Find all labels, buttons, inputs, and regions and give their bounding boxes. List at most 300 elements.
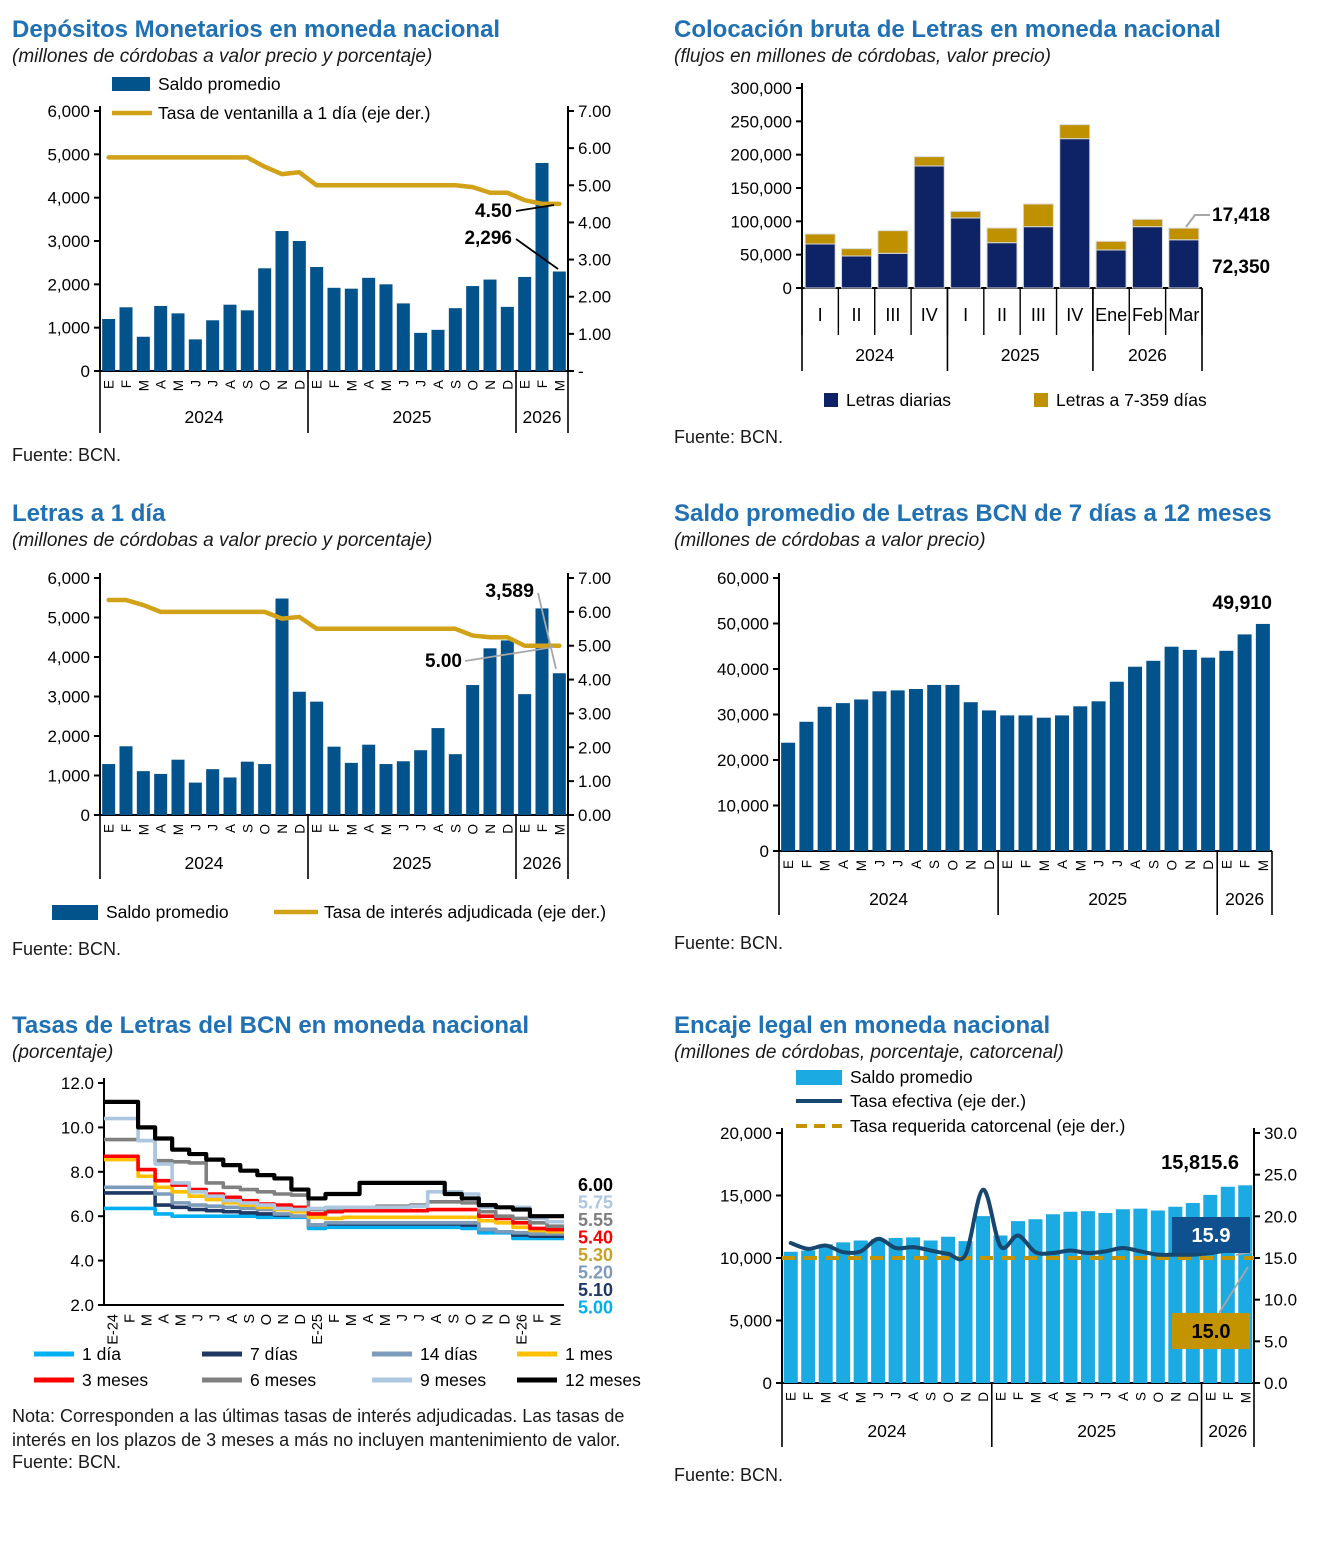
chart-subtitle-tasas: (porcentaje) [12, 1041, 114, 1063]
svg-text:12.0: 12.0 [60, 1074, 94, 1094]
svg-text:J: J [890, 860, 906, 868]
svg-text:2026: 2026 [1127, 345, 1167, 366]
svg-text:Saldo promedio: Saldo promedio [158, 74, 281, 95]
svg-text:M: M [379, 380, 394, 392]
svg-text:3,000: 3,000 [47, 232, 90, 252]
svg-text:D: D [976, 1392, 992, 1403]
svg-text:J: J [188, 824, 204, 832]
svg-text:5.75: 5.75 [578, 1192, 614, 1213]
svg-text:1 día: 1 día [82, 1344, 121, 1365]
svg-text:J: J [207, 1314, 224, 1322]
month-labels [106, 1314, 565, 1345]
svg-text:1.00: 1.00 [578, 772, 612, 792]
saldo-letras-chart [674, 557, 1314, 929]
svg-text:F: F [122, 1314, 139, 1324]
source-letras1d: Fuente: BCN. [12, 939, 122, 960]
svg-text:Tasa efectiva (eje der.): Tasa efectiva (eje der.) [850, 1091, 1027, 1112]
svg-text:3.00: 3.00 [578, 704, 612, 724]
svg-text:F: F [1011, 1392, 1026, 1401]
svg-text:1 mes: 1 mes [565, 1344, 613, 1365]
svg-text:5.00: 5.00 [578, 176, 612, 196]
svg-text:12 meses: 12 meses [565, 1370, 641, 1391]
svg-text:15.0: 15.0 [1191, 1321, 1231, 1344]
series-saldo-promedio [781, 624, 1270, 851]
svg-text:A: A [224, 1314, 241, 1325]
svg-text:IV: IV [920, 305, 938, 326]
svg-text:2,000: 2,000 [47, 275, 90, 295]
svg-text:A: A [429, 1314, 446, 1325]
svg-text:O: O [257, 824, 273, 835]
svg-text:15,000: 15,000 [720, 1186, 772, 1206]
svg-text:4.00: 4.00 [578, 671, 612, 691]
svg-text:17,418: 17,418 [1212, 205, 1271, 227]
svg-text:0: 0 [759, 842, 769, 862]
svg-text:O: O [465, 380, 481, 391]
svg-text:0.00: 0.00 [578, 806, 612, 826]
svg-text:M: M [548, 1314, 565, 1327]
svg-text:J: J [396, 824, 412, 832]
svg-text:F: F [1018, 860, 1034, 869]
svg-text:N: N [275, 1314, 292, 1325]
svg-text:4,000: 4,000 [47, 648, 90, 668]
svg-text:A: A [1055, 860, 1071, 870]
svg-text:IV: IV [1066, 305, 1084, 326]
svg-text:S: S [1133, 1392, 1149, 1402]
svg-text:1.00: 1.00 [578, 325, 612, 345]
svg-text:6.00: 6.00 [578, 603, 612, 623]
svg-text:Saldo promedio: Saldo promedio [850, 1069, 973, 1088]
svg-text:A: A [223, 824, 238, 834]
left-axis [47, 569, 100, 825]
svg-text:7.00: 7.00 [578, 569, 612, 589]
svg-text:M: M [379, 824, 394, 836]
svg-text:250,000: 250,000 [730, 112, 792, 132]
chart-subtitle-letras1d: (millones de córdobas a valor precio y porcentaje) [12, 529, 433, 551]
svg-text:60,000: 60,000 [717, 569, 769, 589]
svg-text:5.30: 5.30 [578, 1245, 614, 1266]
chart-title-encaje: Encaje legal en moneda nacional [674, 1012, 1051, 1039]
svg-text:II: II [851, 305, 862, 326]
legend [824, 390, 1207, 410]
svg-text:5.55: 5.55 [578, 1210, 614, 1231]
letras-1-dia-chart [12, 557, 652, 935]
svg-text:I: I [963, 305, 969, 326]
svg-text:6 meses: 6 meses [250, 1370, 317, 1391]
depositos-chart [12, 73, 652, 441]
svg-text:M: M [1036, 860, 1052, 872]
svg-text:0: 0 [762, 1374, 772, 1394]
svg-text:N: N [958, 1392, 974, 1403]
svg-text:S: S [923, 1392, 939, 1402]
svg-text:D: D [1185, 1392, 1201, 1403]
svg-text:J: J [1080, 1392, 1096, 1400]
svg-text:N: N [483, 824, 498, 835]
svg-text:A: A [361, 1314, 378, 1325]
svg-text:2.00: 2.00 [578, 738, 612, 758]
svg-text:D: D [500, 824, 516, 835]
svg-text:5,000: 5,000 [47, 608, 90, 628]
svg-text:J: J [413, 824, 429, 832]
year-labels [802, 288, 1202, 371]
svg-text:2024: 2024 [869, 889, 909, 910]
svg-text:6.00: 6.00 [578, 1175, 614, 1196]
svg-text:M: M [1255, 860, 1271, 872]
svg-text:4.50: 4.50 [475, 201, 512, 223]
svg-text:5.0: 5.0 [1264, 1332, 1288, 1352]
svg-text:N: N [963, 860, 979, 871]
svg-text:J: J [188, 380, 204, 388]
chart-subtitle-depositos: (millones de córdobas a valor precio y porcentaje) [12, 45, 433, 67]
legend [112, 74, 430, 123]
svg-text:M: M [552, 824, 568, 836]
svg-text:10,000: 10,000 [720, 1249, 772, 1269]
panel-saldo-letras-7d-12m [674, 500, 1318, 954]
svg-text:J: J [205, 380, 221, 388]
svg-text:M: M [1073, 860, 1089, 872]
svg-text:2025: 2025 [1088, 889, 1128, 910]
svg-text:M: M [136, 380, 152, 392]
svg-text:4,000: 4,000 [47, 189, 90, 209]
chart-title-letras1d: Letras a 1 día [12, 500, 166, 527]
svg-text:15.0: 15.0 [1264, 1249, 1298, 1269]
svg-text:E-26: E-26 [514, 1314, 531, 1346]
svg-text:I: I [817, 305, 823, 326]
svg-text:E: E [1219, 860, 1235, 870]
panel-letras-1-dia [12, 500, 656, 960]
svg-text:M: M [139, 1314, 156, 1327]
svg-text:6,000: 6,000 [47, 569, 90, 589]
svg-text:A: A [431, 380, 446, 390]
series-letras-diarias [805, 139, 1199, 288]
svg-text:2024: 2024 [184, 853, 224, 874]
svg-text:A: A [361, 824, 377, 834]
source-depositos: Fuente: BCN. [12, 445, 122, 466]
svg-text:M: M [854, 860, 870, 872]
svg-text:M: M [1063, 1392, 1079, 1404]
svg-text:0: 0 [782, 279, 792, 299]
svg-text:N: N [275, 824, 290, 835]
svg-text:14 días: 14 días [420, 1344, 478, 1365]
svg-text:N: N [1182, 860, 1198, 871]
svg-text:5.00: 5.00 [578, 637, 612, 657]
chart-title-saldo7d12m: Saldo promedio de Letras BCN de 7 días a 12 meses [674, 500, 1272, 527]
svg-text:-: - [578, 362, 584, 382]
svg-text:7.00: 7.00 [578, 102, 612, 122]
svg-text:O: O [1150, 1392, 1166, 1403]
category-row [802, 288, 1202, 335]
svg-text:M: M [173, 1314, 190, 1327]
svg-text:15,815.6: 15,815.6 [1161, 1152, 1239, 1175]
svg-text:J: J [871, 1392, 887, 1400]
svg-text:N: N [483, 380, 498, 391]
source-tasas: Fuente: BCN. [12, 1452, 122, 1473]
svg-text:40,000: 40,000 [717, 660, 769, 680]
chart-subtitle-saldo7d12m: (millones de córdobas a valor precio) [674, 529, 986, 551]
svg-text:J: J [872, 860, 888, 868]
svg-text:30,000: 30,000 [717, 705, 769, 725]
svg-text:2.0: 2.0 [70, 1296, 94, 1316]
svg-text:S: S [446, 1314, 463, 1325]
svg-text:J: J [1098, 1392, 1114, 1400]
svg-text:A: A [361, 380, 377, 390]
note-tasas: Nota: Corresponden a las últimas tasas de interés adjudicadas. Las tasas de interés en los plazos de 3 meses a más no incluyen mantenimiento de valor. [12, 1406, 625, 1450]
svg-text:J: J [190, 1314, 207, 1322]
panel-depositos-monetarios [12, 16, 656, 466]
svg-text:2025: 2025 [1077, 1421, 1117, 1442]
month-labels [781, 860, 1271, 872]
source-colocacion: Fuente: BCN. [674, 427, 784, 448]
svg-text:2026: 2026 [522, 407, 562, 428]
svg-text:20.0: 20.0 [1264, 1207, 1298, 1227]
svg-text:N: N [275, 380, 290, 391]
tasas-letras-chart [12, 1069, 652, 1399]
svg-text:Feb: Feb [1131, 305, 1163, 326]
svg-text:M: M [344, 380, 360, 392]
svg-text:6.0: 6.0 [70, 1207, 94, 1227]
svg-text:5.20: 5.20 [578, 1262, 614, 1283]
svg-text:E: E [993, 1392, 1009, 1402]
svg-text:5.40: 5.40 [578, 1227, 614, 1248]
svg-text:D: D [292, 380, 308, 391]
svg-text:15.9: 15.9 [1191, 1225, 1231, 1248]
colocacion-chart [674, 73, 1314, 423]
svg-text:A: A [156, 1314, 173, 1325]
svg-text:S: S [448, 380, 464, 390]
svg-text:10,000: 10,000 [717, 796, 769, 816]
svg-text:M: M [171, 824, 186, 836]
svg-text:M: M [818, 1392, 834, 1404]
svg-text:S: S [448, 824, 464, 834]
svg-text:J: J [1091, 860, 1107, 868]
svg-text:A: A [1115, 1392, 1131, 1402]
svg-text:F: F [327, 1314, 343, 1324]
left-axis [47, 102, 100, 381]
legend [796, 1069, 1125, 1136]
svg-text:O: O [257, 380, 273, 391]
svg-text:F: F [327, 380, 342, 389]
month-labels [102, 380, 568, 392]
svg-text:5.00: 5.00 [578, 1297, 614, 1318]
svg-text:S: S [1146, 860, 1162, 870]
svg-text:D: D [1201, 860, 1217, 871]
svg-text:5.10: 5.10 [578, 1280, 614, 1301]
svg-text:F: F [531, 1314, 548, 1324]
svg-text:300,000: 300,000 [730, 79, 792, 99]
svg-text:Saldo promedio: Saldo promedio [106, 902, 229, 923]
svg-text:9 meses: 9 meses [420, 1370, 487, 1391]
svg-text:A: A [835, 860, 851, 870]
month-labels [784, 1392, 1254, 1404]
svg-text:1,000: 1,000 [47, 319, 90, 339]
svg-text:0: 0 [80, 806, 90, 826]
chart-title-tasas: Tasas de Letras del BCN en moneda nacional [12, 1012, 530, 1039]
series-tasa-adjudicada [109, 600, 560, 646]
right-axis [568, 569, 611, 825]
svg-text:8.0: 8.0 [70, 1163, 94, 1183]
svg-text:F: F [1237, 860, 1253, 869]
svg-text:7 días: 7 días [250, 1344, 298, 1365]
svg-text:2026: 2026 [1208, 1421, 1248, 1442]
svg-text:E: E [309, 824, 325, 834]
chart-title-depositos: Depósitos Monetarios en moneda nacional [12, 16, 501, 43]
svg-text:0.0: 0.0 [1264, 1374, 1288, 1394]
svg-text:M: M [344, 1314, 361, 1327]
svg-text:A: A [431, 824, 446, 834]
svg-text:30.0: 30.0 [1264, 1124, 1298, 1144]
svg-text:M: M [817, 860, 833, 872]
panel-encaje-legal [674, 1012, 1318, 1486]
svg-text:0: 0 [80, 362, 90, 382]
svg-text:S: S [927, 860, 943, 870]
svg-text:E: E [101, 824, 117, 834]
panel-tasas-letras [12, 1012, 656, 1473]
svg-text:F: F [535, 824, 550, 833]
svg-text:2024: 2024 [867, 1421, 907, 1442]
svg-text:2026: 2026 [1225, 889, 1265, 910]
left-axis [720, 1124, 782, 1393]
svg-text:5,000: 5,000 [729, 1311, 772, 1331]
svg-text:M: M [378, 1314, 395, 1327]
series-tasa-ventanilla [109, 158, 560, 204]
end-labels [578, 1175, 613, 1318]
svg-text:Tasa de ventanilla a 1 día (ej: Tasa de ventanilla a 1 día (eje der.) [158, 103, 431, 124]
svg-text:F: F [119, 380, 134, 389]
svg-text:25.0: 25.0 [1264, 1166, 1298, 1186]
svg-text:2025: 2025 [392, 407, 432, 428]
svg-text:150,000: 150,000 [730, 179, 792, 199]
left-axis [731, 79, 802, 298]
svg-text:2,000: 2,000 [47, 727, 90, 747]
svg-text:A: A [1128, 860, 1144, 870]
svg-text:S: S [240, 380, 256, 390]
svg-text:72,350: 72,350 [1212, 257, 1271, 279]
svg-text:2025: 2025 [392, 853, 432, 874]
svg-text:F: F [119, 824, 134, 833]
svg-text:III: III [885, 305, 901, 326]
svg-text:J: J [205, 824, 221, 832]
svg-text:M: M [1238, 1392, 1254, 1404]
svg-text:5,000: 5,000 [47, 145, 90, 165]
svg-text:A: A [153, 824, 169, 834]
svg-text:A: A [223, 380, 238, 390]
svg-text:3 meses: 3 meses [82, 1370, 149, 1391]
svg-text:O: O [463, 1314, 480, 1326]
svg-text:F: F [799, 860, 815, 869]
month-labels [102, 824, 568, 836]
svg-text:20,000: 20,000 [717, 751, 769, 771]
svg-text:Mar: Mar [1168, 305, 1200, 326]
svg-text:200,000: 200,000 [730, 146, 792, 166]
svg-text:6.00: 6.00 [578, 139, 612, 159]
chart-subtitle-colocacion: (flujos en millones de córdobas, valor precio) [674, 45, 1052, 67]
svg-text:E-24: E-24 [105, 1314, 122, 1346]
svg-text:1,000: 1,000 [47, 766, 90, 786]
svg-text:F: F [801, 1392, 817, 1401]
svg-text:A: A [153, 380, 169, 390]
svg-text:49,910: 49,910 [1212, 592, 1272, 615]
annotations [1212, 592, 1272, 614]
svg-text:D: D [500, 380, 516, 391]
svg-text:3,000: 3,000 [47, 687, 90, 707]
svg-text:E: E [783, 1392, 799, 1402]
left-axis [717, 569, 779, 861]
svg-text:J: J [412, 1314, 429, 1322]
annotations [1161, 1152, 1252, 1349]
encaje-legal-chart [674, 1069, 1314, 1461]
svg-text:2024: 2024 [184, 407, 224, 428]
svg-text:M: M [1028, 1392, 1044, 1404]
svg-text:Letras diarias: Letras diarias [846, 390, 952, 411]
svg-text:F: F [327, 824, 342, 833]
svg-text:D: D [292, 824, 308, 835]
svg-text:10.0: 10.0 [60, 1118, 94, 1138]
svg-text:D: D [292, 1314, 309, 1325]
svg-text:D: D [981, 860, 997, 871]
chart-subtitle-encaje: (millones de córdobas, porcentaje, catorcenal) [674, 1041, 1064, 1063]
svg-text:4.00: 4.00 [578, 213, 612, 233]
svg-text:100,000: 100,000 [730, 212, 792, 232]
svg-text:2024: 2024 [855, 345, 895, 366]
right-axis [1254, 1124, 1297, 1393]
left-axis [61, 1074, 104, 1315]
series-saldo-promedio [784, 1186, 1253, 1384]
svg-text:2,296: 2,296 [464, 228, 512, 250]
svg-text:N: N [480, 1314, 497, 1325]
svg-text:E: E [517, 380, 533, 390]
svg-text:F: F [1220, 1392, 1236, 1401]
svg-text:E: E [517, 824, 533, 834]
legend [34, 1344, 641, 1390]
svg-text:J: J [396, 380, 412, 388]
svg-text:II: II [996, 305, 1008, 326]
svg-text:J: J [413, 380, 429, 388]
svg-text:J: J [1109, 860, 1125, 868]
svg-text:E: E [309, 380, 325, 390]
chart-title-colocacion: Colocación bruta de Letras en moneda nacional [674, 16, 1221, 43]
svg-text:O: O [941, 1392, 957, 1403]
source-saldo7d12m: Fuente: BCN. [674, 933, 784, 954]
svg-text:3.00: 3.00 [578, 251, 612, 271]
source-encaje: Fuente: BCN. [674, 1465, 784, 1486]
svg-text:E: E [101, 380, 117, 390]
panel-colocacion-letras [674, 16, 1318, 448]
svg-text:E: E [1203, 1392, 1219, 1402]
svg-text:O: O [258, 1314, 275, 1326]
svg-text:J: J [888, 1392, 904, 1400]
svg-text:50,000: 50,000 [717, 614, 769, 634]
svg-text:N: N [1168, 1392, 1184, 1403]
legend [52, 902, 606, 922]
svg-text:E: E [1000, 860, 1016, 870]
svg-text:50,000: 50,000 [740, 246, 792, 266]
svg-text:2026: 2026 [522, 853, 562, 874]
svg-text:O: O [945, 860, 961, 871]
svg-text:M: M [853, 1392, 869, 1404]
svg-text:O: O [1164, 860, 1180, 871]
svg-text:A: A [908, 860, 924, 870]
svg-text:III: III [1030, 305, 1046, 326]
svg-text:Ene: Ene [1095, 305, 1128, 326]
svg-text:E-25: E-25 [309, 1314, 326, 1346]
svg-text:6,000: 6,000 [47, 102, 90, 122]
svg-text:M: M [171, 380, 186, 392]
svg-text:D: D [497, 1314, 514, 1325]
svg-text:2.00: 2.00 [578, 288, 612, 308]
svg-text:S: S [241, 1314, 258, 1325]
svg-text:20,000: 20,000 [720, 1124, 772, 1144]
right-axis [568, 102, 611, 381]
svg-text:E: E [781, 860, 797, 870]
